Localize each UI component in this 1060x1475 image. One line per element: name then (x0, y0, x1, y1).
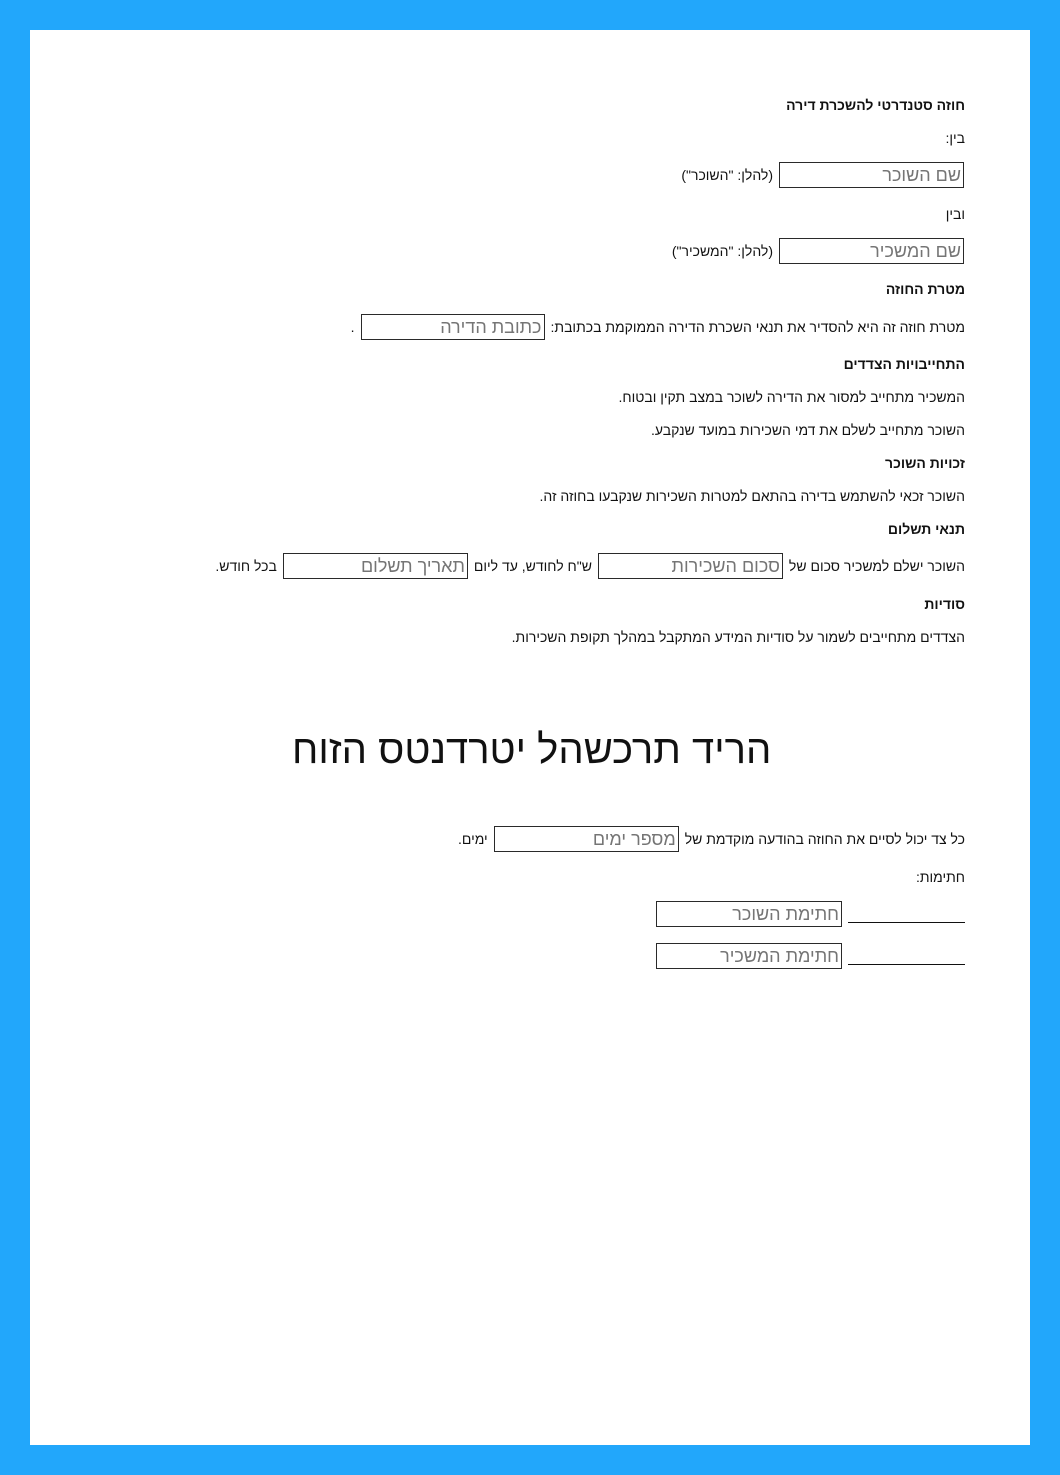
payment-middle: ש"ח לחודש, עד ליום (473, 558, 592, 574)
confidentiality-text: הצדדים מתחייבים לשמור על סודיות המידע המתקבל במהלך תקופת השכירות. (511, 629, 965, 645)
purpose-period: . (350, 319, 355, 335)
and-between-label: ובין (945, 206, 965, 222)
purpose-text: מטרת חוזה זה היא להסדיר את תנאי השכרת הדירה הממוקמת בכתובת: (550, 319, 965, 335)
tenant-name-input[interactable] (779, 162, 964, 188)
document-title: חוזה סטנדרטי להשכרת דירה (786, 97, 965, 113)
termination-row (458, 826, 965, 852)
section-heading-payment: תנאי תשלום (887, 521, 965, 537)
obligation-2: השוכר מתחייב לשלם את דמי השכירות במועד שנקבע. (650, 422, 965, 438)
section-heading-purpose: מטרת החוזה (885, 281, 965, 297)
rent-amount-input[interactable] (598, 553, 783, 579)
landlord-suffix: (להלן: "המשכיר") (671, 243, 773, 259)
obligation-1: המשכיר מתחייב למסור את הדירה לשוכר במצב תקין ובטוח. (618, 389, 965, 405)
payment-row (215, 553, 965, 579)
payment-date-input[interactable] (283, 553, 468, 579)
apartment-address-input[interactable] (361, 314, 545, 340)
landlord-signature-line (848, 947, 965, 965)
rights-text: השוכר זכאי להשתמש בדירה בהתאם למטרות השכירות שנקבעו בחוזה זה. (539, 488, 965, 504)
section-heading-obligations: התחייבויות הצדדים (843, 356, 965, 372)
payment-suffix: בכל חודש. (215, 558, 277, 574)
landlord-row (672, 238, 964, 264)
tenant-signature-row (656, 901, 965, 927)
termination-prefix: כל צד יכול לסיים את החוזה בהודעה מוקדמת של (684, 831, 965, 847)
purpose-row (351, 314, 965, 340)
notice-days-input[interactable] (494, 826, 679, 852)
landlord-signature-row (656, 943, 965, 969)
signatures-label: חתימות: (915, 869, 965, 885)
tenant-suffix: (להלן: "השוכר") (681, 167, 773, 183)
section-heading-confidentiality: סודיות (924, 596, 965, 612)
termination-suffix: ימים. (457, 831, 488, 847)
document-page (30, 30, 1030, 1445)
section-heading-rights: זכויות השוכר (885, 455, 965, 471)
tenant-signature-input[interactable] (656, 901, 842, 927)
between-label: בין: (945, 130, 965, 146)
landlord-signature-input[interactable] (656, 943, 842, 969)
payment-prefix: השוכר ישלם למשכיר סכום של (788, 558, 965, 574)
tenant-row (681, 162, 964, 188)
mirrored-large-heading: הריד תרכשהל יטרדנטס הזוח (292, 728, 772, 772)
tenant-signature-line (848, 905, 965, 923)
landlord-name-input[interactable] (779, 238, 964, 264)
